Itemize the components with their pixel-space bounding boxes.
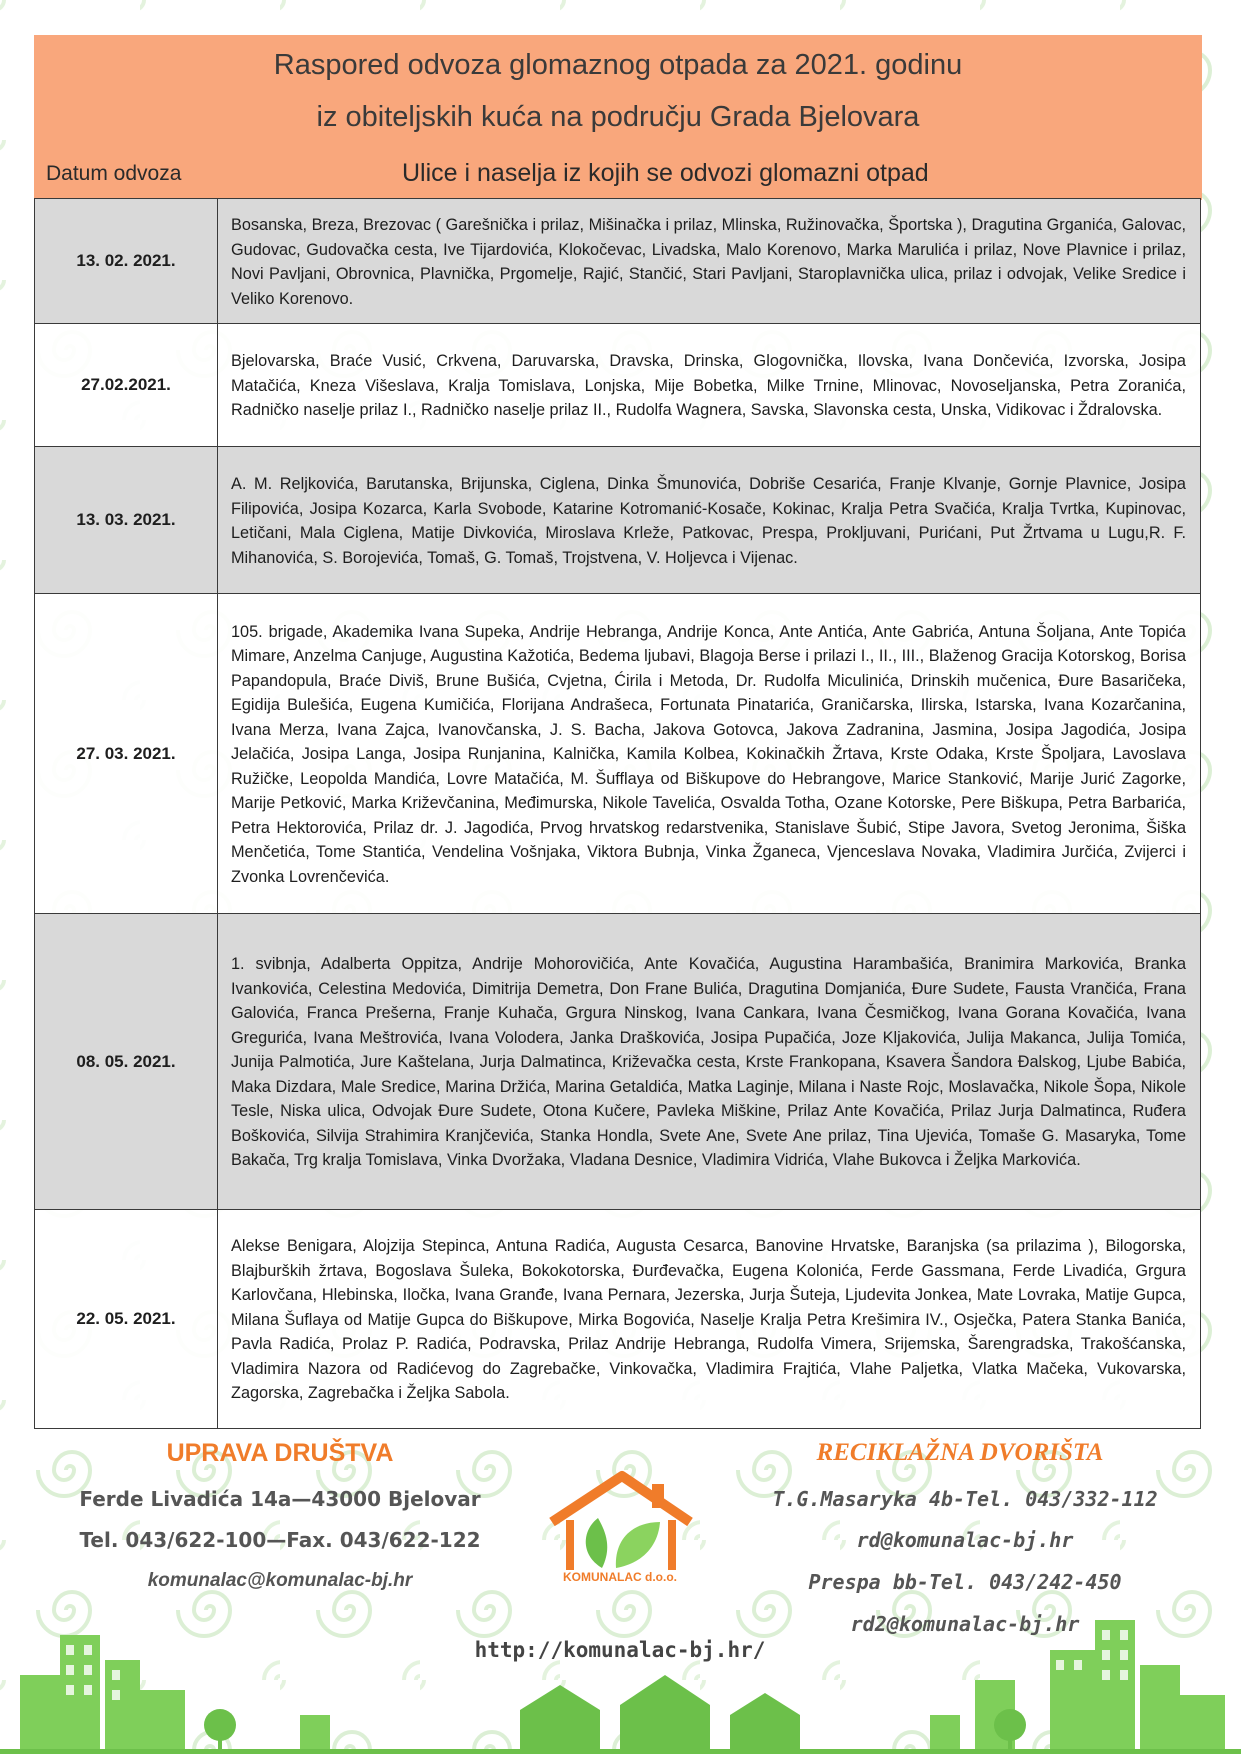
street-list: Bosanska, Breza, Brezovac ( Garešnička i prilaz, Mišinačka i prilaz, Mlinska, Ružinovačka, Športska ), Dragutina Grganića, Galovac, Gudovac, Gudovačka cesta, Ive Tijardovića, Klokočevac, Livadska, Malo Korenovo, Marka Marulića i prilaz, Nove Plavnice i prilaz, Novi Pavljani, Obrovnica, Plavnička, Prgomelje, Rajić, Stančić, Stari Pavljani, Staroplavnička ulica, prilaz i odvojak, Velike Sredice i Veliko Korenovo. xyxy=(218,199,1201,324)
page-title: Raspored odvoza glomaznog otpada za 2021. godinu xyxy=(273,49,963,81)
table-row xyxy=(35,1210,1201,1429)
pickup-date: 22. 05. 2021. xyxy=(35,1210,218,1429)
table-row xyxy=(35,447,1201,594)
pickup-date: 27. 03. 2021. xyxy=(35,594,218,914)
street-list: 1. svibnja, Adalberta Oppitza, Andrije Mohorovičića, Ante Kovačića, Augustina Harambašića, Branimira Markovića, Branka Ivankovića, Celestina Medovića, Dimitrija Demetra, Don Frane Bulića, Dragutina Domjanića, Đure Sudete, Fausta Vrančića, Frana Galovića, Franca Prešerna, Franje Kuhača, Grgura Ninskog, Ivana Cankara, Ivana Česmičkog, Ivana Gorana Kovačića, Ivana Gregurića, Ivana Meštrovića, Ivana Volodera, Janka Draškovića, Josipa Pupačića, Joze Kljakovića, Julija Makanca, Julija Tomića, Junija Palmotića, Jure Kaštelana, Jurja Dalmatinca, Križevačka cesta, Krste Frankopana, Ksavera Šandora Đalskog, Ljube Babića, Maka Dizdara, Male Sredice, Marina Držića, Marina Getaldića, Matka Laginje, Milana i Naste Rojc, Moslavačka, Nikole Šopa, Nikole Tesle, Niska ulica, Odvojak Đure Sudete, Otona Kučere, Pavleka Miškine, Prilaz Ante Kovačića, Prilaz Jurja Dalmatinca, Ruđera Boškovića, Silvija Strahimira Kranjčevića, Stanka Hondla, Svete Ane, Svete Ane prilaz, Tina Ujevića, Tomaše G. Masaryka, Tome Bakača, Trg kralja Tomislava, Vinka Dvoržaka, Vladana Desnice, Vladimira Vidrića, Vlahe Bukovca i Željka Markovića. xyxy=(218,914,1201,1210)
street-list: 105. brigade, Akademika Ivana Supeka, Andrije Hebranga, Andrije Konca, Ante Antića, Ante Gabrića, Antuna Šoljana, Ante Topića Mimare, Anzelma Canjuge, Augustina Kažotića, Bedema ljubavi, Blagoja Berse i prilazi I., II., III., Blaženog Gracija Kotorskog, Borisa Papandopula, Braće Diviš, Brune Bušića, Cvjetna, Ćirila i Metoda, Dr. Rudolfa Miculinića, Drinskih mučenica, Đure Basaričeka, Egidija Bulešića, Eugena Kumičića, Florijana Andrašeca, Fortunata Pinatarića, Graničarska, Ilirska, Istarska, Ivana Kozarčanina, Ivana Merza, Ivana Zajca, Ivanovčanska, J. S. Bacha, Jakova Gotovca, Jakova Zadranina, Jasmina, Josipa Jagodića, Josipa Jelačića, Josipa Langa, Josipa Runjanina, Kalnička, Kamila Kolbea, Kokinačkih Žrtava, Krste Odaka, Krste Špoljara, Lavoslava Ružičke, Leopolda Mandića, Lovre Matačića, M. Šufflaya od Biškupove do Hebrangove, Marice Stanković, Marije Jurić Zagorke, Marije Petković, Marka Križevčanina, Međimurska, Nikole Tavelića, Osvalda Totha, Ozane Kotorske, Pere Biškupa, Petra Barbarića, Petra Hektorovića, Prilaz dr. J. Jagodića, Prvog hrvatskog redarstvenika, Stanislave Šubić, Stipe Javora, Svetog Jeronima, Šiška Menčetića, Tome Stantića, Vendelina Vošnjaka, Viktora Bubnja, Vinka Žganeca, Vjenceslava Novaka, Vladimira Jurčića, Zvijerci i Zvonka Lovrenčevića. xyxy=(218,594,1201,914)
pickup-date: 08. 05. 2021. xyxy=(35,914,218,1210)
header-banner xyxy=(34,35,1202,200)
street-list: Alekse Benigara, Alojzija Stepinca, Antuna Radića, Augusta Cesarca, Banovine Hrvatske, Baranjska (sa prilazima ), Bilogorska, Blajburških žrtava, Bogoslava Šuleka, Bokokotorska, Đurđevačka, Eugena Kolonića, Ferde Gassmana, Ferde Livadića, Grgura Karlovčana, Hlebinska, Iločka, Ivana Granđe, Ivana Pernara, Jezerska, Jurja Šuteja, Ljudevita Jonkea, Mate Lovraka, Matije Gupca, Milana Šuflaya od Matije Gupca do Biškupove, Mirka Bogovića, Naselje Kralja Petra Krešimira IV., Osječka, Patera Stanka Banića, Pavla Radića, Prolaz P. Radića, Podravska, Prilaz Andrije Hebranga, Rudolfa Vimera, Srijemska, Šarengradska, Trakošćanska, Vladimira Nazora od Radićevog do Zagrebačke, Vinkovačka, Vladimira Frajtića, Vlahe Paljetka, Vlatka Mačeka, Vukovarska, Zagorska, Zagrebačka i Željka Sabola. xyxy=(218,1210,1201,1429)
footer xyxy=(0,1430,1241,1754)
table-row xyxy=(35,914,1201,1210)
table-row xyxy=(35,324,1201,447)
management-address: Ferde Livadića 14a—43000 Bjelovar xyxy=(79,1487,481,1511)
column-header-streets: Ulice i naselja iz kojih se odvozi glomazni otpad xyxy=(402,159,929,187)
street-list: A. M. Reljkovića, Barutanska, Brijunska, Ciglena, Dinka Šmunovića, Dobriše Cesarića, Franje Klvanje, Gornje Plavnice, Josipa Filipovića, Josipa Kozarca, Karla Svobode, Katarine Kotromanić-Kosače, Kokinac, Kralja Petra Svačića, Kralja Tvrtka, Kupinovac, Letičani, Mala Ciglena, Matije Divkovića, Miroslava Krleže, Patkovac, Prespa, Prokljuvani, Purićani, Put Žrtvama u Lugu,R. F. Mihanovića, S. Borojevića, Tomaš, G. Tomaš, Trojstvena, V. Holjevca i Vijenac. xyxy=(218,447,1201,594)
website-link[interactable]: http://komunalac-bj.hr/ xyxy=(474,1638,766,1662)
pickup-date: 27.02.2021. xyxy=(35,324,218,447)
table-row xyxy=(35,199,1201,324)
recycling-yards-title: RECIKLAŽNA DVORIŠTA xyxy=(816,1439,1104,1466)
management-title: UPRAVA DRUŠTVA xyxy=(166,1439,394,1467)
column-header-date: Datum odvoza xyxy=(46,162,182,185)
management-email[interactable]: komunalac@komunalac-bj.hr xyxy=(147,1570,413,1591)
street-list: Bjelovarska, Braće Vusić, Crkvena, Daruvarska, Dravska, Drinska, Glogovnička, Ilovska, Ivana Dončevića, Izvorska, Josipa Matačića, Kneza Višeslava, Kralja Tomislava, Lonjska, Mije Bobetka, Milke Trnine, Mlinovac, Novoseljanska, Petra Zoranića, Radničko naselje prilaz I., Radničko naselje prilaz II., Rudolfa Wagnera, Savska, Slavonska cesta, Unska, Vidikovac i Ždralovska. xyxy=(218,324,1201,447)
logo-text: KOMUNALAC d.o.o. xyxy=(563,1570,677,1584)
page-subtitle: iz obiteljskih kuća na području Grada Bjelovara xyxy=(316,101,920,133)
table-row xyxy=(35,594,1201,914)
recycling-yard-2-email[interactable]: rd2@komunalac-bj.hr xyxy=(850,1612,1080,1636)
schedule-table xyxy=(34,198,1201,1429)
management-phone: Tel. 043/622-100—Fax. 043/622-122 xyxy=(79,1528,481,1552)
komunalac-logo xyxy=(540,1470,700,1610)
house-leaf-logo-icon xyxy=(540,1470,700,1580)
recycling-yard-1-phone: T.G.Masaryka 4b-Tel. 043/332-112 xyxy=(772,1487,1158,1511)
recycling-yard-2-phone: Prespa bb-Tel. 043/242-450 xyxy=(808,1570,1122,1594)
pickup-date: 13. 02. 2021. xyxy=(35,199,218,324)
recycling-yard-1-email[interactable]: rd@komunalac-bj.hr xyxy=(856,1528,1074,1552)
pickup-date: 13. 03. 2021. xyxy=(35,447,218,594)
